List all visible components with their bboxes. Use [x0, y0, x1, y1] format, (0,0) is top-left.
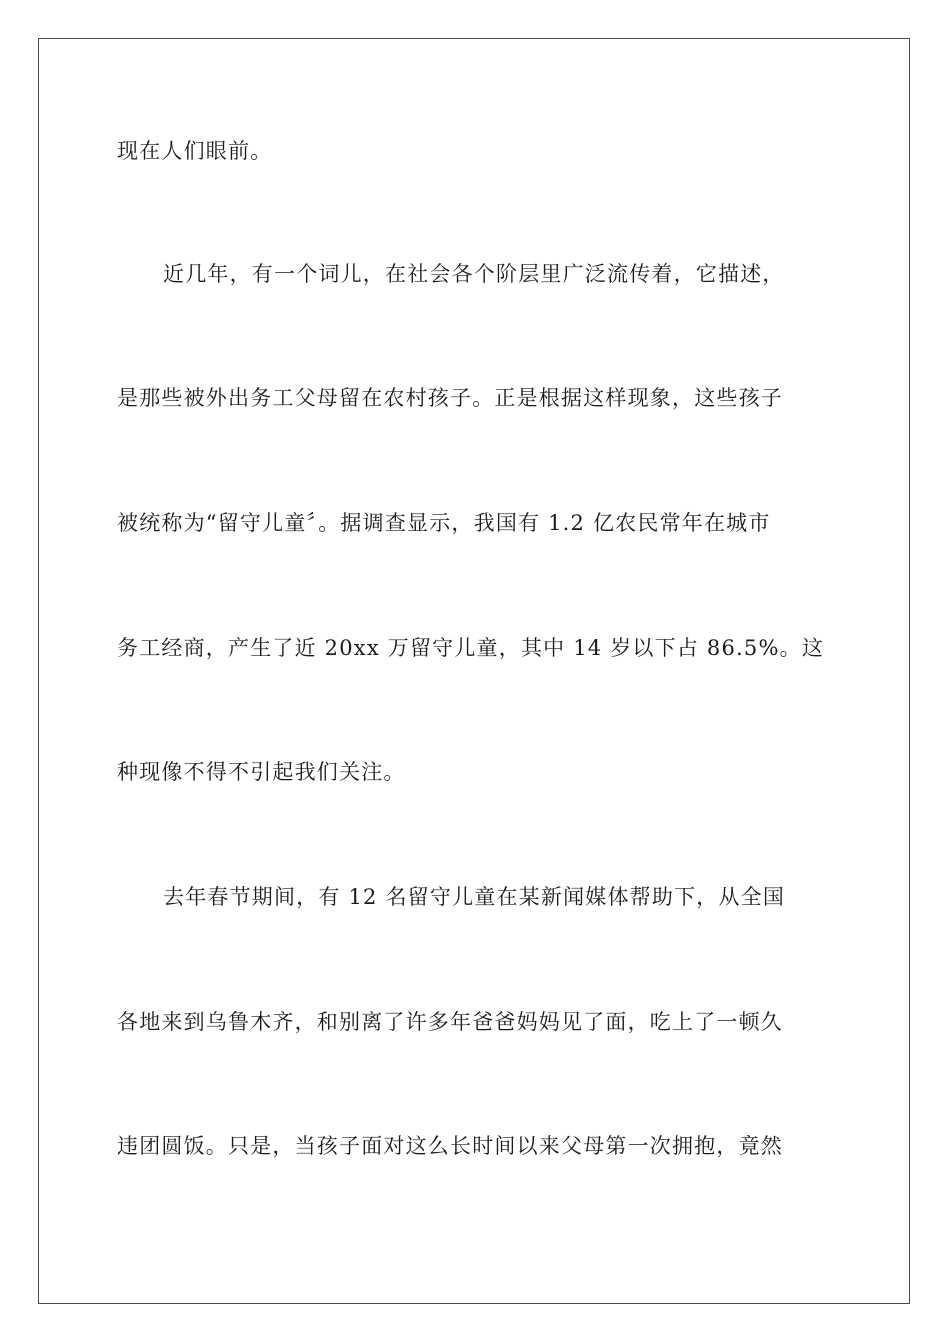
text-line-3: 是那些被外出务工父母留在农村孩子。正是根据这样现象，这些孩子 — [117, 386, 783, 410]
page-border — [38, 38, 910, 1304]
text-line-1: 现在人们眼前。 — [117, 139, 273, 163]
text-line-6: 种现像不得不引起我们关注。 — [117, 760, 406, 784]
text-line-4: 被统称为“留守儿童〞。据调查显示，我国有 1.2 亿农民常年在城市 — [117, 511, 771, 535]
paragraph-start-line: 去年春节期间，有 12 名留守儿童在某新闻媒体帮助下，从全国 — [163, 885, 786, 909]
text-line-5: 务工经商，产生了近 20xx 万留守儿童，其中 14 岁以下占 86.5%。这 — [117, 636, 825, 660]
text-line-8: 各地来到乌鲁木齐，和别离了许多年爸爸妈妈见了面，吃上了一顿久 — [117, 1010, 783, 1034]
text-line-9: 违团圆饭。只是，当孩子面对这么长时间以来父母第一次拥抱，竟然 — [117, 1134, 783, 1158]
paragraph-start-line: 近几年，有一个词儿，在社会各个阶层里广泛流传着，它描述， — [163, 262, 785, 286]
